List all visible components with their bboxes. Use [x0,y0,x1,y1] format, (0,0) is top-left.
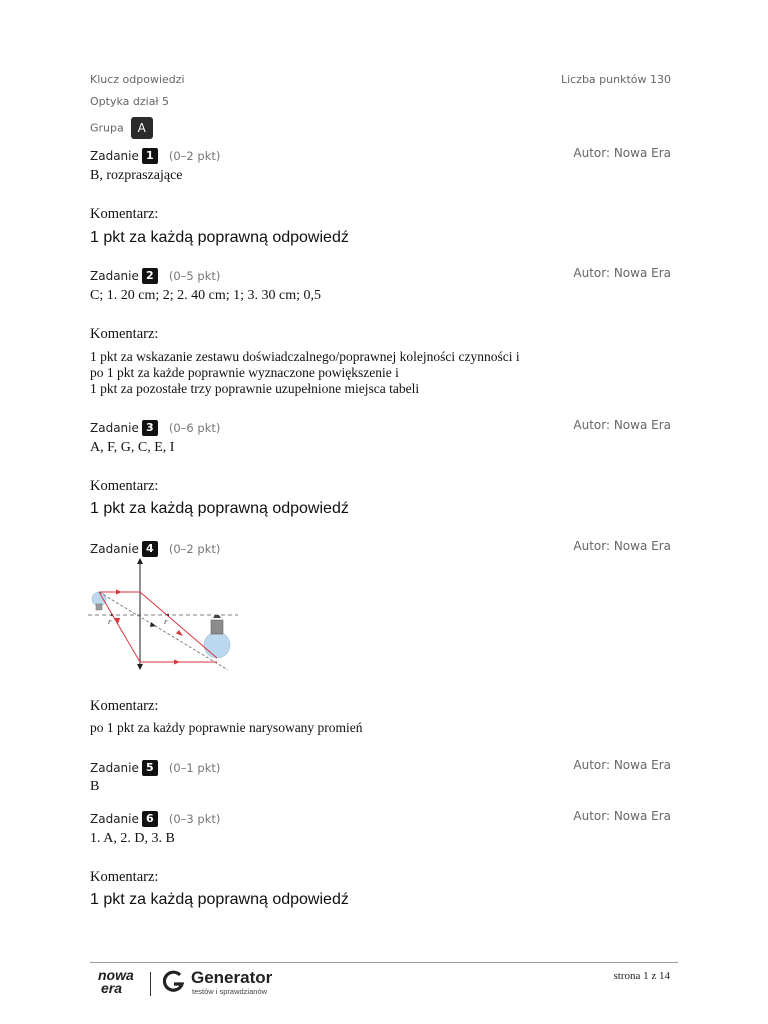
comment-6: 1 pkt za każdą poprawną odpowiedź [90,891,349,908]
task-number-badge: 4 [142,541,158,557]
ray-central [99,592,228,670]
lens-arrow-bottom-icon [137,664,143,670]
task-header-6 [90,808,671,826]
group-badge: A [131,117,153,139]
logo-nowa: nowa [98,967,134,983]
task-points: (0–2 pkt) [168,541,221,556]
comment-label-6: Komentarz: [90,869,159,885]
image-bulb-icon [204,632,230,658]
task-header-3 [90,417,671,435]
footer-divider [90,962,678,963]
task-label: Zadanie [90,760,139,775]
comment-line: po 1 pkt za każde poprawnie wyznaczone powiększenie i [90,365,399,380]
focal-label-left: F [108,620,112,626]
task-author: Autor: Nowa Era [573,146,671,160]
task-header-1 [90,145,671,163]
comment-2 [90,349,520,397]
logo-era: era [101,980,123,996]
task-author: Autor: Nowa Era [573,266,671,280]
comment-label-1: Komentarz: [90,206,159,222]
generator-title: Generator [191,968,273,987]
comment-4: po 1 pkt za każdy poprawnie narysowany promień [90,720,363,735]
generator-subtitle: testów i sprawdzianów [192,987,268,996]
focal-label-right: F [164,620,168,626]
task-points: (0–6 pkt) [168,420,221,435]
comment-label-4: Komentarz: [90,698,159,714]
nowa-era-logo [98,969,144,999]
task-author: Autor: Nowa Era [573,418,671,432]
page-number: strona 1 z 14 [613,970,670,982]
task-points: (0–5 pkt) [168,268,221,283]
comment-label-2: Komentarz: [90,326,159,342]
task-answer-3: A, F, G, C, E, I [90,440,175,455]
ray-arrow-4-icon [174,660,180,665]
task-author: Autor: Nowa Era [573,758,671,772]
task-number-badge: 2 [142,268,158,284]
task-answer-2: C; 1. 20 cm; 2; 2. 40 cm; 1; 3. 30 cm; 0,5 [90,288,321,303]
task-label: Zadanie [90,811,139,826]
task-author: Autor: Nowa Era [573,809,671,823]
task-points: (0–2 pkt) [168,148,221,163]
group-label: Grupa [90,121,124,135]
image-bulb-base [211,620,223,634]
task-points: (0–1 pkt) [168,760,221,775]
comment-3: 1 pkt za każdą poprawną odpowiedź [90,500,349,517]
ray-arrow-1-icon [116,590,122,595]
task-number-badge: 5 [142,760,158,776]
comment-1: 1 pkt za każdą poprawną odpowiedź [90,229,349,246]
comment-line: 1 pkt za pozostałe trzy poprawnie uzupełnione miejsca tabeli [90,381,420,396]
task-answer-5: B [90,779,100,794]
generator-g-icon [163,970,185,994]
object-bulb-base [96,604,102,610]
ray-parallel [99,592,217,658]
task-number-badge: 3 [142,420,158,436]
task-label: Zadanie [90,420,139,435]
document-subtitle: Optyka dział 5 [90,95,170,108]
task-number-badge: 6 [142,811,158,827]
task-answer-1: B, rozpraszające [90,168,183,183]
task-header-4 [90,538,671,556]
ray-arrow-2-icon [176,630,183,636]
logo-separator [150,972,151,996]
comment-line: 1 pkt za wskazanie zestawu doświadczalnego/poprawnej kolejności czynności i [90,349,520,364]
points-total: Liczba punktów 130 [560,73,671,86]
task-header-5 [90,757,671,775]
task-label: Zadanie [90,268,139,283]
task-label: Zadanie [90,148,139,163]
task-answer-6: 1. A, 2. D, 3. B [90,831,175,846]
task-label: Zadanie [90,541,139,556]
task-number-badge: 1 [142,148,158,164]
task-points: (0–3 pkt) [168,811,221,826]
image-bulb-tip [213,615,221,618]
group-row [90,117,153,139]
document-title: Klucz odpowiedzi [90,73,185,86]
comment-label-3: Komentarz: [90,478,159,494]
lens-ray-diagram [88,558,238,672]
lens-arrow-top-icon [137,558,143,564]
task-header-2 [90,265,671,283]
task-author: Autor: Nowa Era [573,539,671,553]
